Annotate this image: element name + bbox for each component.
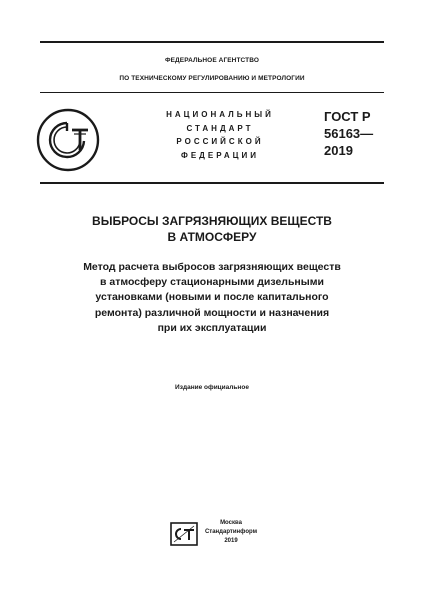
subtitle-line: ремонта) различной мощности и назначения bbox=[94, 306, 330, 319]
standard-line: РОССИЙСКОЙ bbox=[176, 137, 264, 146]
subtitle-line: Метод расчета выбросов загрязняющих веществ bbox=[83, 261, 341, 273]
designation-line: 2019 bbox=[324, 143, 353, 158]
standard-line: НАЦИОНАЛЬНЫЙ bbox=[166, 110, 274, 119]
publisher-year: 2019 bbox=[224, 538, 238, 544]
standard-block bbox=[150, 108, 290, 162]
designation-line: ГОСТ Р bbox=[324, 109, 371, 124]
standartinform-logo-icon bbox=[170, 522, 198, 546]
header-rule bbox=[40, 92, 384, 93]
document-title bbox=[0, 213, 424, 245]
standard-designation bbox=[324, 108, 373, 159]
title-line: В АТМОСФЕРУ bbox=[167, 230, 257, 244]
agency-line-2: ПО ТЕХНИЧЕСКОМУ РЕГУЛИРОВАНИЮ И МЕТРОЛОГИИ bbox=[119, 75, 305, 82]
standard-line: ФЕДЕРАЦИИ bbox=[181, 150, 259, 160]
edition-label: Издание официальное bbox=[175, 384, 249, 391]
standard-line: СТАНДАРТ bbox=[186, 123, 254, 133]
document-subtitle bbox=[60, 260, 364, 336]
designation-line: 56163— bbox=[324, 126, 374, 141]
publisher-city: Москва bbox=[220, 520, 242, 526]
middle-rule bbox=[40, 182, 384, 184]
subtitle-line: при их эксплуатации bbox=[157, 321, 267, 334]
top-rule bbox=[40, 41, 384, 43]
gost-r-emblem-icon bbox=[36, 108, 100, 172]
agency-line-1: ФЕДЕРАЛЬНОЕ АГЕНТСТВО bbox=[164, 57, 260, 64]
subtitle-line: установками (новыми и после капитального bbox=[95, 291, 329, 304]
title-line: ВЫБРОСЫ ЗАГРЯЗНЯЮЩИХ ВЕЩЕСТВ bbox=[92, 214, 332, 228]
subtitle-line: в атмосферу стационарными дизельными bbox=[100, 276, 324, 289]
publisher-block bbox=[203, 519, 259, 546]
publisher-name: Стандартинформ bbox=[204, 529, 258, 535]
